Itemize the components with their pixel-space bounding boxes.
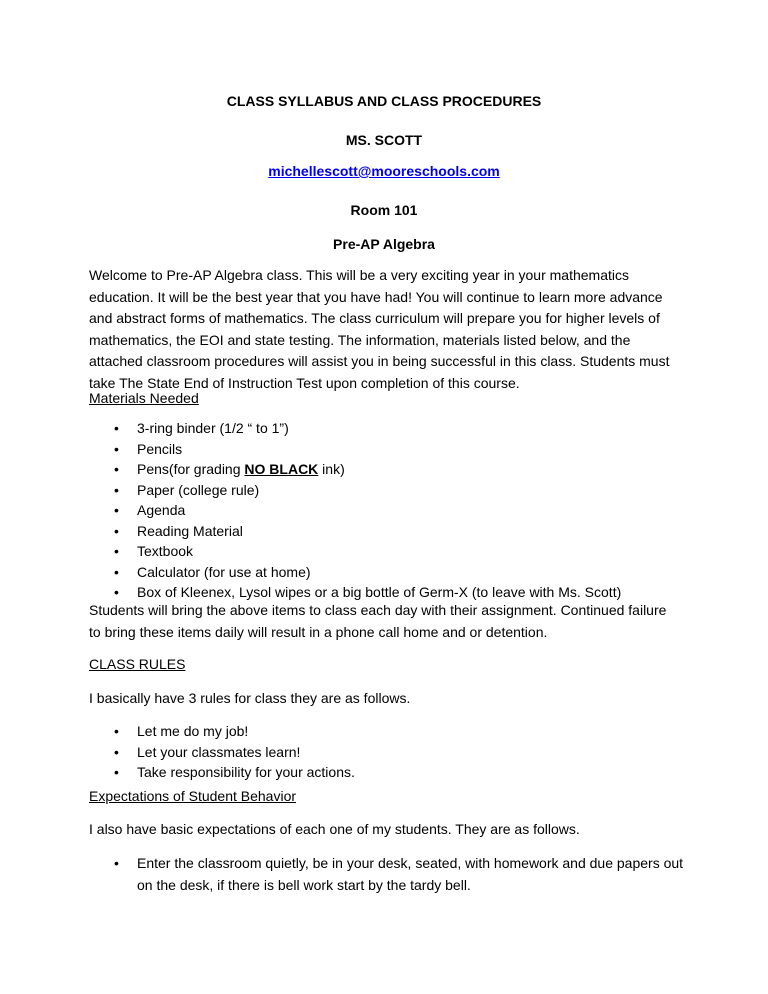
teacher-name: MS. SCOTT [345,132,423,148]
bullet-icon: • [114,481,119,498]
expectations-heading: Expectations of Student Behavior [89,788,297,804]
expectations-intro: I also have basic expectations of each one of my students. They are as follows. [89,821,580,837]
list-item [89,480,689,501]
bullet-icon: • [114,855,119,871]
materials-heading: Materials Needed [89,390,199,406]
bullet-icon: • [114,584,119,600]
list-item [89,721,689,742]
material-item-calculator: Calculator (for use at home) [137,563,311,580]
email-link[interactable]: michellescott@mooreschools.com [268,163,500,179]
room-number: Room 101 [350,202,418,218]
list-item [89,742,689,763]
expectation-item-1: Enter the classroom quietly, be in your desk, seated, with homework and due papers out on the desk, if there is bell work start by the tardy bell. [137,855,684,893]
bullet-icon: • [114,461,119,477]
course-name: Pre-AP Algebra [333,236,435,252]
document-title: CLASS SYLLABUS AND CLASS PROCEDURES [226,93,542,109]
material-item-textbook: Textbook [137,543,194,559]
materials-list [89,418,689,603]
list-item [89,853,689,896]
list-item [89,762,689,783]
email-line [0,162,768,180]
materials-note: Students will bring the above items to class each day with their assignment. Continued failure to bring these items daily will result in a phone call home and or detention. [89,602,667,640]
list-item [89,521,689,542]
rules-list [89,721,689,783]
list-item [89,418,689,439]
bullet-icon: • [114,764,119,780]
list-item [89,562,689,583]
bullet-icon: • [114,723,119,739]
list-item [89,459,689,480]
material-item-pencils: Pencils [137,440,183,457]
list-item [89,541,689,562]
bullet-icon: • [114,440,119,457]
bullet-icon: • [114,502,119,518]
material-item-pens-prefix: Pens(for grading [137,461,245,477]
material-item-pens-suffix: ink) [318,461,345,477]
bullet-icon: • [114,420,119,436]
material-item-binder: 3-ring binder (1/2 “ to 1”) [137,420,289,436]
list-item [89,439,689,460]
bullet-icon: • [114,743,119,760]
bullet-icon: • [114,522,119,539]
bullet-icon: • [114,563,119,580]
material-item-paper: Paper (college rule) [137,481,260,498]
material-item-agenda: Agenda [137,502,186,518]
rule-item-2: Let your classmates learn! [137,743,301,760]
material-item-reading: Reading Material [137,522,243,539]
rule-item-1: Let me do my job! [137,723,249,739]
rule-item-3: Take responsibility for your actions. [137,764,355,780]
material-item-pens-emphasis: NO BLACK [244,461,319,477]
bullet-icon: • [114,543,119,559]
expectations-list [89,853,689,896]
intro-paragraph: Welcome to Pre-AP Algebra class. This will be a very exciting year in your mathematics education. It will be the best year that you have had! You will continue to learn more advance and abstract forms of mathematics. The class curriculum will prepare you for higher levels of mathematics, the EOI and state testing. The information, materials listed below, and the attached classroom procedures will assist you in being successful in this class. Students must take The State End of Instruction Test upon completion of this course. [89,267,670,391]
rules-intro: I basically have 3 rules for class they are as follows. [89,690,411,706]
material-item-supplies: Box of Kleenex, Lysol wipes or a big bottle of Germ-X (to leave with Ms. Scott) [137,584,622,600]
rules-heading: CLASS RULES [89,656,186,672]
list-item [89,500,689,521]
